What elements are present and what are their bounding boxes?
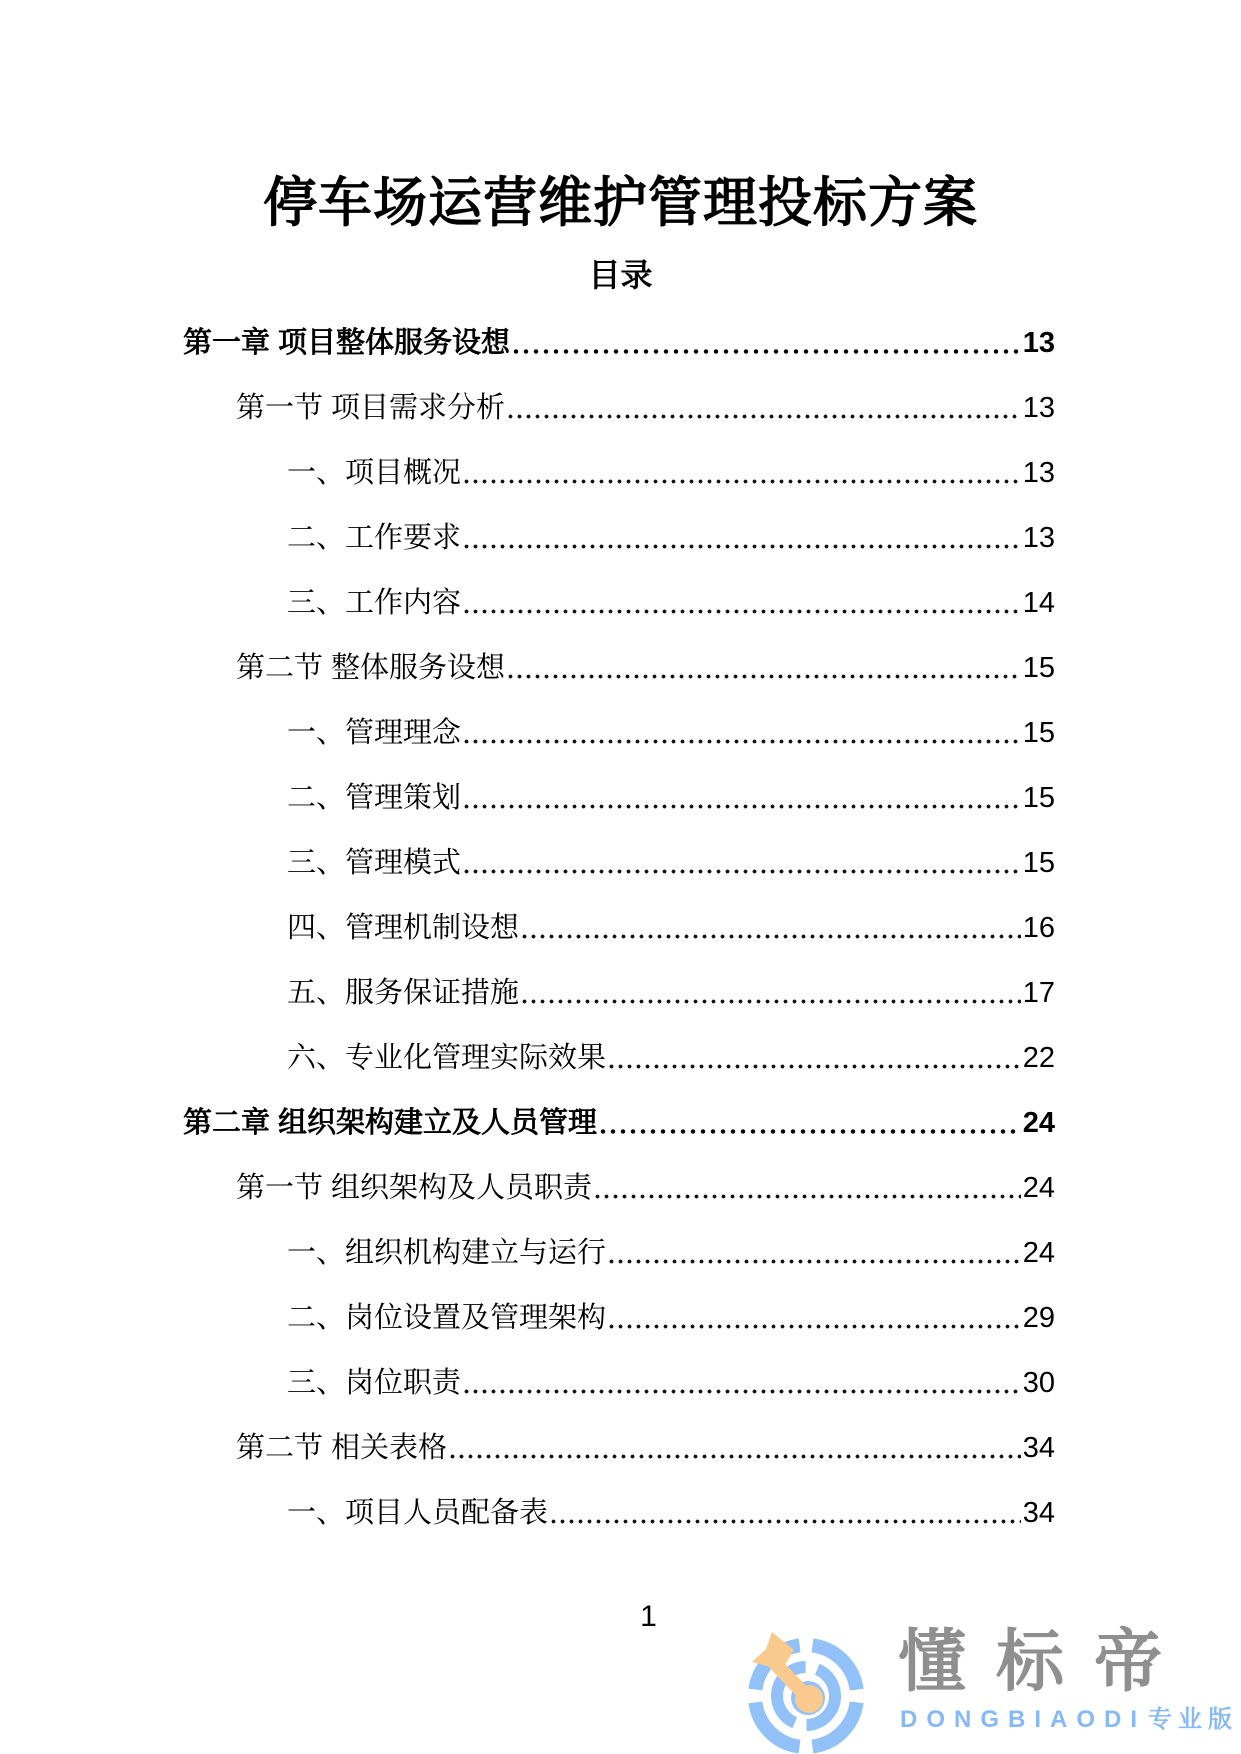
toc-entry	[183, 1286, 1055, 1351]
toc-page-number: 14	[1022, 586, 1055, 619]
toc-heading: 目录	[588, 256, 653, 293]
toc-entry-label: 一、项目概况	[287, 456, 462, 489]
toc-entry-label: 第二节 相关表格	[236, 1431, 448, 1464]
toc-page-number: 34	[1022, 1496, 1055, 1529]
toc-page-number: 24	[1022, 1236, 1055, 1269]
toc-entry-label: 第一节 项目需求分析	[236, 391, 506, 424]
toc-entry	[183, 1026, 1055, 1091]
watermark-latin-text: DONGBIAODI	[900, 1706, 1146, 1733]
toc-page-number: 15	[1022, 716, 1055, 749]
toc-page-number: 15	[1022, 651, 1055, 684]
toc-entry	[183, 1221, 1055, 1286]
dot-leader	[506, 376, 1021, 441]
watermark-brand-text: 懂标帝	[898, 1624, 1193, 1700]
toc-entry	[183, 1156, 1055, 1221]
dot-leader	[462, 441, 1021, 506]
dot-leader	[607, 1286, 1021, 1351]
toc-entry-label: 二、岗位设置及管理架构	[287, 1301, 607, 1334]
toc-entry	[183, 636, 1055, 701]
toc-entry	[183, 571, 1055, 636]
toc-page-number: 29	[1022, 1301, 1055, 1334]
toc-entry	[183, 766, 1055, 831]
toc-entry-label: 第一章 项目整体服务设想	[183, 326, 511, 359]
toc-entry	[183, 1416, 1055, 1481]
toc-page-number: 24	[1022, 1106, 1055, 1139]
toc-entry	[183, 1091, 1055, 1156]
toc-entry-label: 第二节 整体服务设想	[236, 651, 506, 684]
toc-page-number: 13	[1022, 521, 1055, 554]
toc-page-number: 15	[1022, 781, 1055, 814]
dot-leader	[607, 1026, 1021, 1091]
toc-entry-label: 一、项目人员配备表	[287, 1496, 549, 1529]
toc-entry	[183, 961, 1055, 1026]
dot-leader	[520, 896, 1021, 961]
toc-page-number: 13	[1022, 326, 1055, 359]
toc-page-number: 17	[1022, 976, 1055, 1009]
dot-leader	[607, 1221, 1021, 1286]
toc-entry-label: 一、管理理念	[287, 716, 462, 749]
toc-entry	[183, 441, 1055, 506]
dot-leader	[462, 701, 1021, 766]
dot-leader	[448, 1416, 1021, 1481]
toc-entry-label: 三、岗位职责	[287, 1366, 462, 1399]
dot-leader	[462, 766, 1021, 831]
toc-page-number: 13	[1022, 456, 1055, 489]
toc-entry	[183, 1481, 1055, 1546]
dot-leader	[462, 571, 1021, 636]
toc-entry-label: 六、专业化管理实际效果	[287, 1041, 607, 1074]
page-number: 1	[640, 1599, 657, 1633]
toc-page-number: 13	[1022, 391, 1055, 424]
dot-leader	[593, 1156, 1021, 1221]
toc-page-number: 22	[1022, 1041, 1055, 1074]
toc-entry	[183, 831, 1055, 896]
dot-leader	[520, 961, 1021, 1026]
dot-leader	[506, 636, 1021, 701]
document-title: 停车场运营维护管理投标方案	[263, 173, 978, 233]
toc-entry-label: 第二章 组织架构建立及人员管理	[183, 1106, 598, 1139]
bullseye-arrow-icon	[742, 1628, 870, 1754]
dot-leader	[511, 311, 1021, 376]
toc-entry-label: 一、组织机构建立与运行	[287, 1236, 607, 1269]
toc-entry-label: 五、服务保证措施	[287, 976, 520, 1009]
toc-entry	[183, 506, 1055, 571]
toc-entry-label: 三、工作内容	[287, 586, 462, 619]
toc-entry-label: 三、管理模式	[287, 846, 462, 879]
dot-leader	[598, 1091, 1021, 1156]
watermark-edition-text: 专业版	[1148, 1706, 1238, 1733]
watermark-subtitle	[900, 1708, 1238, 1732]
toc-page-number: 16	[1022, 911, 1055, 944]
toc-entry-label: 二、管理策划	[287, 781, 462, 814]
toc-page-number: 15	[1022, 846, 1055, 879]
toc-entry	[183, 376, 1055, 441]
toc-entry	[183, 701, 1055, 766]
toc-entry	[183, 896, 1055, 961]
toc-page-number: 24	[1022, 1171, 1055, 1204]
toc-entry-label: 四、管理机制设想	[287, 911, 520, 944]
table-of-contents	[0, 311, 1241, 1546]
toc-page-number: 30	[1022, 1366, 1055, 1399]
dot-leader	[549, 1481, 1021, 1546]
toc-page-number: 34	[1022, 1431, 1055, 1464]
toc-entry-label: 第一节 组织架构及人员职责	[236, 1171, 593, 1204]
toc-entry-label: 二、工作要求	[287, 521, 462, 554]
dot-leader	[462, 506, 1021, 571]
dot-leader	[462, 831, 1021, 896]
dot-leader	[462, 1351, 1021, 1416]
toc-entry	[183, 1351, 1055, 1416]
toc-entry	[183, 311, 1055, 376]
